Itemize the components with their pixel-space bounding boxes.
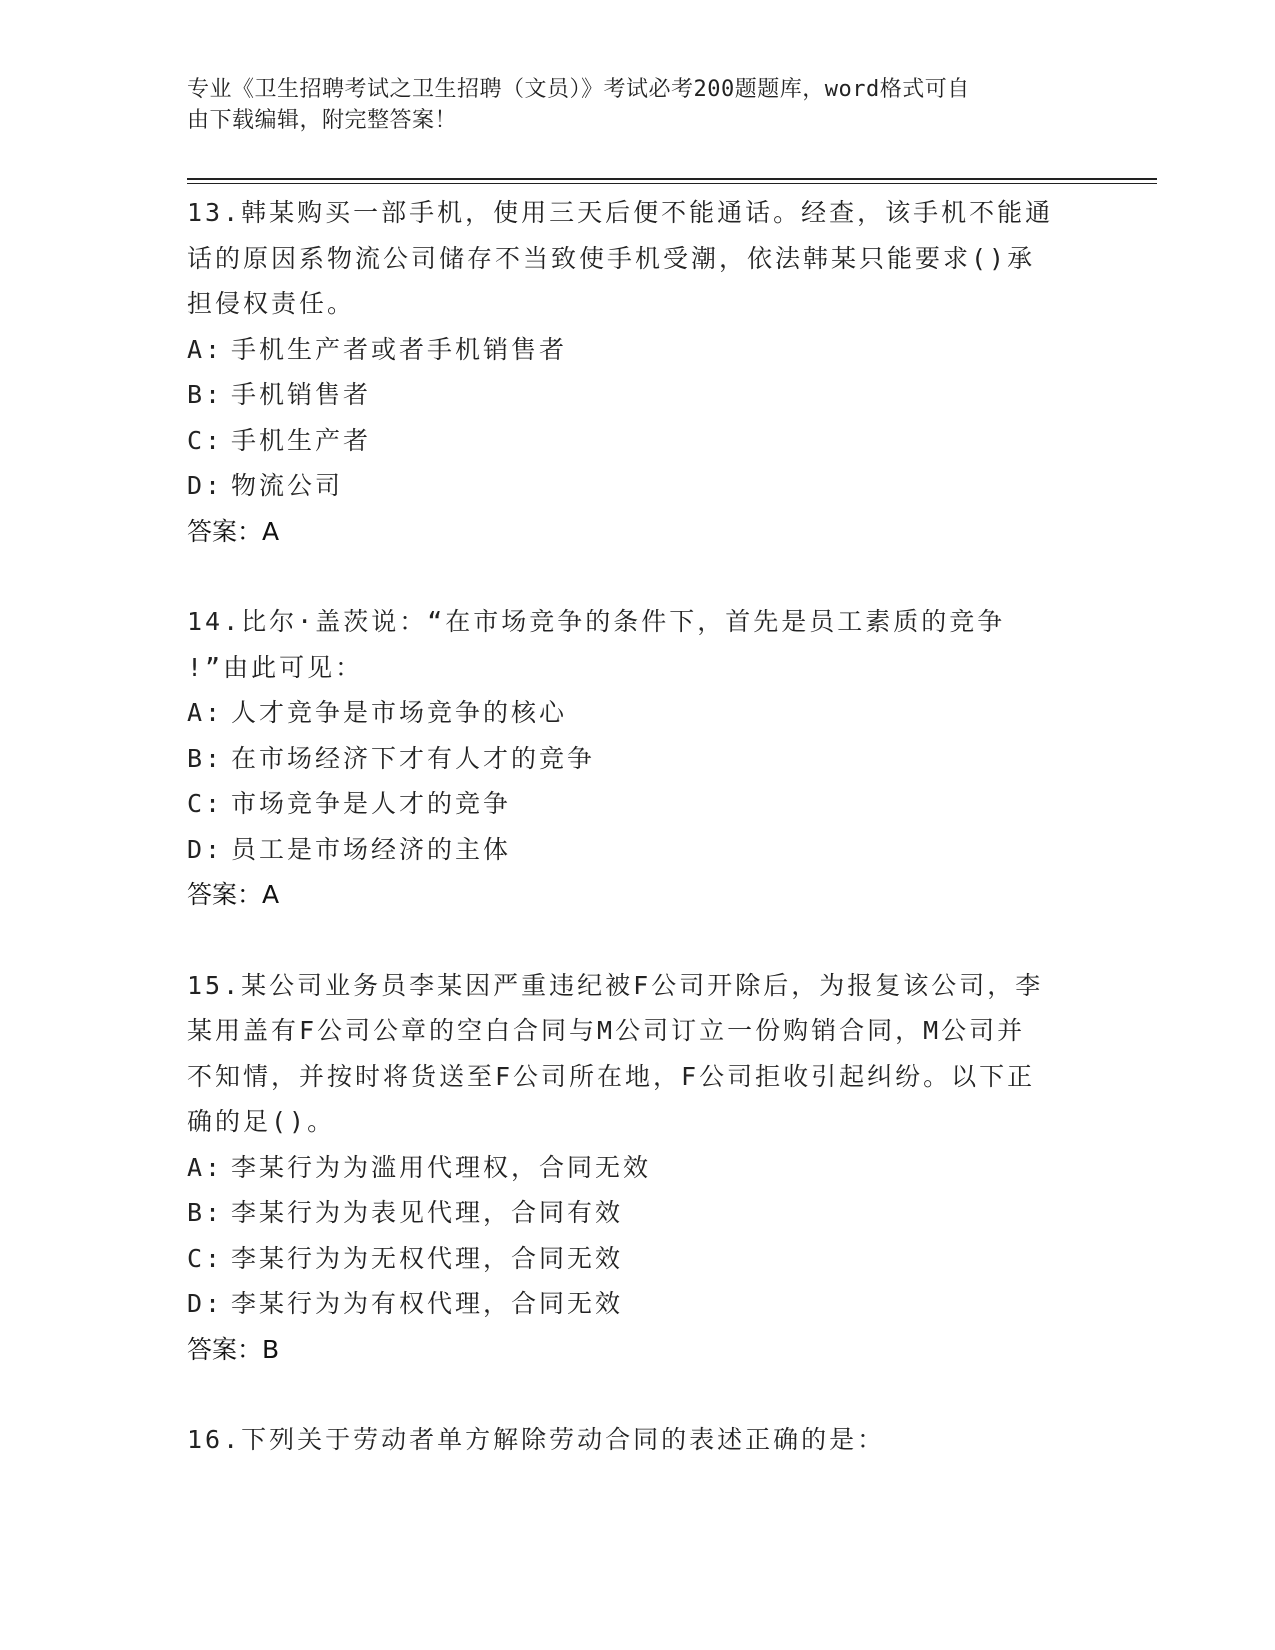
option-key: C: — [187, 425, 224, 455]
answer-line: 答案：A — [187, 880, 280, 909]
question-text-line: 某用盖有F公司公章的空白合同与M公司订立一份购销合同，M公司并 — [187, 1016, 1026, 1045]
option-a — [187, 327, 1087, 373]
question-13 — [187, 190, 1087, 554]
option-text: 在市场经济下才有人才的竞争 — [231, 743, 596, 773]
question-text-line: 担侵权责任。 — [187, 289, 356, 318]
question-15 — [187, 963, 1087, 1373]
question-text-line: 14.比尔·盖茨说：“在市场竞争的条件下，首先是员工素质的竞争 — [187, 607, 1006, 636]
question-text-line: 16.下列关于劳动者单方解除劳动合同的表述正确的是： — [187, 1425, 886, 1454]
header-divider-thick — [187, 178, 1157, 180]
question-text-line: !”由此可见： — [187, 652, 364, 682]
option-b — [187, 736, 1087, 782]
option-text: 李某行为为滥用代理权，合同无效 — [231, 1152, 652, 1182]
option-text: 员工是市场经济的主体 — [231, 834, 512, 864]
question-list — [187, 190, 1087, 1463]
option-c — [187, 418, 1087, 464]
option-text: 人才竞争是市场竞争的核心 — [231, 698, 568, 727]
option-key: C: — [187, 1243, 224, 1273]
option-text: 手机销售者 — [231, 380, 372, 409]
option-key: A: — [187, 1152, 224, 1182]
option-key: D: — [187, 471, 224, 500]
question-text-line: 话的原因系物流公司储存不当致使手机受潮，依法韩某只能要求()承 — [187, 243, 1036, 273]
option-key: D: — [187, 834, 224, 864]
option-c — [187, 781, 1087, 827]
question-16 — [187, 1417, 1087, 1463]
option-text: 李某行为为有权代理，合同无效 — [231, 1289, 624, 1318]
question-spacer — [187, 1372, 1087, 1417]
option-key: C: — [187, 789, 224, 818]
question-text-line: 13.韩某购买一部手机，使用三天后便不能通话。经查，该手机不能通 — [187, 198, 1054, 227]
option-text: 市场竞争是人才的竞争 — [231, 789, 512, 818]
question-spacer — [187, 918, 1087, 963]
option-text: 李某行为为无权代理，合同无效 — [231, 1243, 624, 1273]
answer-line: 答案：B — [187, 1334, 280, 1364]
header-line-2: 由下载编辑，附完整答案！ — [187, 108, 458, 133]
option-text: 李某行为为表见代理，合同有效 — [231, 1198, 624, 1227]
option-key: B: — [187, 1198, 224, 1227]
option-d — [187, 827, 1087, 873]
option-a — [187, 1145, 1087, 1191]
option-key: A: — [187, 698, 224, 727]
option-key: A: — [187, 334, 224, 364]
question-spacer — [187, 554, 1087, 599]
option-a — [187, 690, 1087, 736]
question-text-line: 15.某公司业务员李某因严重违纪被F公司开除后，为报复该公司，李 — [187, 970, 1044, 1000]
option-c — [187, 1236, 1087, 1282]
option-b — [187, 1190, 1087, 1236]
question-14 — [187, 599, 1087, 918]
option-text: 手机生产者 — [231, 425, 372, 455]
option-d — [187, 463, 1087, 509]
option-d — [187, 1281, 1087, 1327]
option-text: 物流公司 — [231, 471, 344, 500]
option-key: B: — [187, 380, 224, 409]
question-text-line: 不知情，并按时将货送至F公司所在地，F公司拒收引起纠纷。以下正 — [187, 1061, 1036, 1091]
header-line-1: 专业《卫生招聘考试之卫生招聘（文员）》考试必考200题题库，word格式可自 — [187, 77, 970, 102]
option-key: D: — [187, 1289, 224, 1318]
option-b — [187, 372, 1087, 418]
option-key: B: — [187, 743, 224, 773]
answer-line: 答案：A — [187, 516, 280, 546]
document-header — [187, 74, 1077, 136]
header-divider-thin — [187, 183, 1157, 184]
option-text: 手机生产者或者手机销售者 — [231, 334, 568, 364]
question-text-line: 确的足()。 — [187, 1107, 336, 1136]
